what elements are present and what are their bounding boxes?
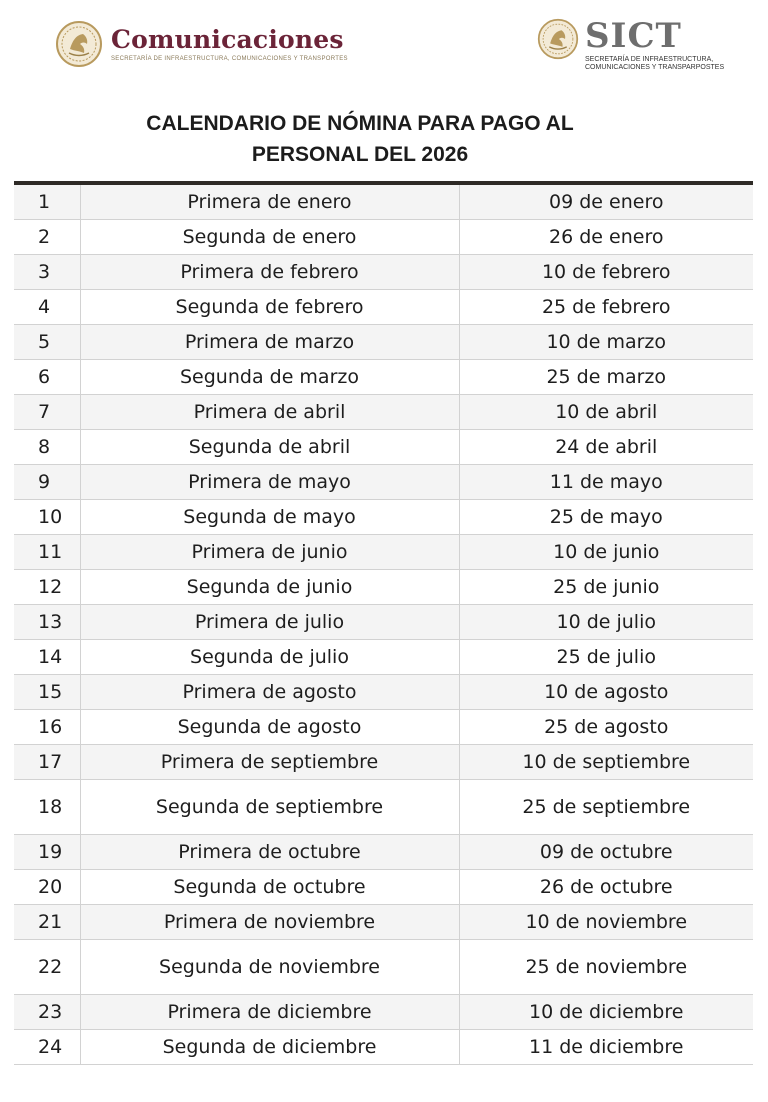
- pay-date: 11 de diciembre: [459, 1030, 753, 1065]
- pay-date: 25 de marzo: [459, 360, 753, 395]
- pay-period: Segunda de abril: [80, 430, 459, 465]
- row-number: 9: [14, 465, 80, 500]
- pay-period: Segunda de octubre: [80, 870, 459, 905]
- row-number: 13: [14, 605, 80, 640]
- row-number: 14: [14, 640, 80, 675]
- pay-date: 25 de agosto: [459, 710, 753, 745]
- table-row: [14, 220, 753, 255]
- pay-period: Segunda de noviembre: [80, 940, 459, 995]
- table-row: [14, 570, 753, 605]
- row-number: 10: [14, 500, 80, 535]
- page-title-line-1: CALENDARIO DE NÓMINA PARA PAGO AL: [146, 112, 574, 135]
- pay-period: Primera de junio: [80, 535, 459, 570]
- row-number: 4: [14, 290, 80, 325]
- table-row: [14, 870, 753, 905]
- table-row: [14, 995, 753, 1030]
- brand-subtitle: SECRETARÍA DE INFRAESTRUCTURA, COMUNICACIONES Y TRANSPORTES: [111, 56, 348, 62]
- pay-period: Primera de diciembre: [80, 995, 459, 1030]
- pay-date: 10 de febrero: [459, 255, 753, 290]
- row-number: 12: [14, 570, 80, 605]
- table-row: [14, 500, 753, 535]
- mexico-seal-icon: [537, 18, 579, 60]
- row-number: 7: [14, 395, 80, 430]
- pay-period: Primera de agosto: [80, 675, 459, 710]
- row-number: 6: [14, 360, 80, 395]
- pay-date: 25 de septiembre: [459, 780, 753, 835]
- row-number: 22: [14, 940, 80, 995]
- pay-period: Segunda de mayo: [80, 500, 459, 535]
- row-number: 23: [14, 995, 80, 1030]
- pay-date: 10 de marzo: [459, 325, 753, 360]
- pay-date: 25 de noviembre: [459, 940, 753, 995]
- pay-period: Segunda de septiembre: [80, 780, 459, 835]
- pay-period: Primera de julio: [80, 605, 459, 640]
- mexico-seal-icon: [55, 20, 103, 68]
- pay-period: Segunda de julio: [80, 640, 459, 675]
- table-row: [14, 185, 753, 220]
- pay-period: Primera de septiembre: [80, 745, 459, 780]
- row-number: 1: [14, 185, 80, 220]
- table-row: [14, 395, 753, 430]
- page-title: [100, 108, 620, 170]
- row-number: 3: [14, 255, 80, 290]
- pay-date: 10 de noviembre: [459, 905, 753, 940]
- payroll-calendar-table: [14, 181, 753, 1065]
- pay-date: 10 de julio: [459, 605, 753, 640]
- pay-date: 26 de octubre: [459, 870, 753, 905]
- row-number: 11: [14, 535, 80, 570]
- table-row: [14, 710, 753, 745]
- pay-date: 25 de febrero: [459, 290, 753, 325]
- table-row: [14, 835, 753, 870]
- pay-period: Segunda de junio: [80, 570, 459, 605]
- table-row: [14, 940, 753, 995]
- pay-date: 11 de mayo: [459, 465, 753, 500]
- table-row: [14, 465, 753, 500]
- table-row: [14, 430, 753, 465]
- row-number: 5: [14, 325, 80, 360]
- comunicaciones-logo: [55, 18, 348, 70]
- row-number: 17: [14, 745, 80, 780]
- brand-name: Comunicaciones: [111, 25, 344, 54]
- row-number: 18: [14, 780, 80, 835]
- pay-period: Primera de mayo: [80, 465, 459, 500]
- pay-date: 09 de enero: [459, 185, 753, 220]
- pay-period: Primera de marzo: [80, 325, 459, 360]
- row-number: 16: [14, 710, 80, 745]
- pay-date: 10 de junio: [459, 535, 753, 570]
- table-row: [14, 1030, 753, 1065]
- row-number: 24: [14, 1030, 80, 1065]
- row-number: 19: [14, 835, 80, 870]
- table-row: [14, 745, 753, 780]
- pay-date: 10 de septiembre: [459, 745, 753, 780]
- table-row: [14, 360, 753, 395]
- brand-subtitle: SECRETARÍA DE INFRAESTRUCTURA, COMUNICACIONES Y TRANSPARPOSTES: [585, 56, 725, 71]
- table-row: [14, 255, 753, 290]
- table-row: [14, 535, 753, 570]
- pay-period: Segunda de diciembre: [80, 1030, 459, 1065]
- page-title-line-2: PERSONAL DEL 2026: [251, 143, 469, 166]
- table-row: [14, 290, 753, 325]
- pay-date: 25 de mayo: [459, 500, 753, 535]
- sict-logo: [537, 18, 735, 72]
- table-row: [14, 640, 753, 675]
- pay-period: Primera de noviembre: [80, 905, 459, 940]
- pay-period: Segunda de enero: [80, 220, 459, 255]
- brand-name: SICT: [585, 16, 682, 56]
- table-row: [14, 780, 753, 835]
- row-number: 15: [14, 675, 80, 710]
- pay-period: Primera de octubre: [80, 835, 459, 870]
- table-row: [14, 325, 753, 360]
- pay-period: Segunda de marzo: [80, 360, 459, 395]
- pay-date: 09 de octubre: [459, 835, 753, 870]
- row-number: 20: [14, 870, 80, 905]
- pay-period: Primera de febrero: [80, 255, 459, 290]
- table-row: [14, 675, 753, 710]
- pay-date: 25 de julio: [459, 640, 753, 675]
- payroll-table: [14, 185, 753, 1065]
- table-row: [14, 905, 753, 940]
- pay-period: Segunda de agosto: [80, 710, 459, 745]
- pay-date: 10 de abril: [459, 395, 753, 430]
- pay-date: 25 de junio: [459, 570, 753, 605]
- table-row: [14, 605, 753, 640]
- row-number: 8: [14, 430, 80, 465]
- row-number: 21: [14, 905, 80, 940]
- pay-date: 10 de diciembre: [459, 995, 753, 1030]
- pay-period: Primera de enero: [80, 185, 459, 220]
- row-number: 2: [14, 220, 80, 255]
- pay-date: 26 de enero: [459, 220, 753, 255]
- pay-period: Segunda de febrero: [80, 290, 459, 325]
- pay-date: 24 de abril: [459, 430, 753, 465]
- pay-period: Primera de abril: [80, 395, 459, 430]
- pay-date: 10 de agosto: [459, 675, 753, 710]
